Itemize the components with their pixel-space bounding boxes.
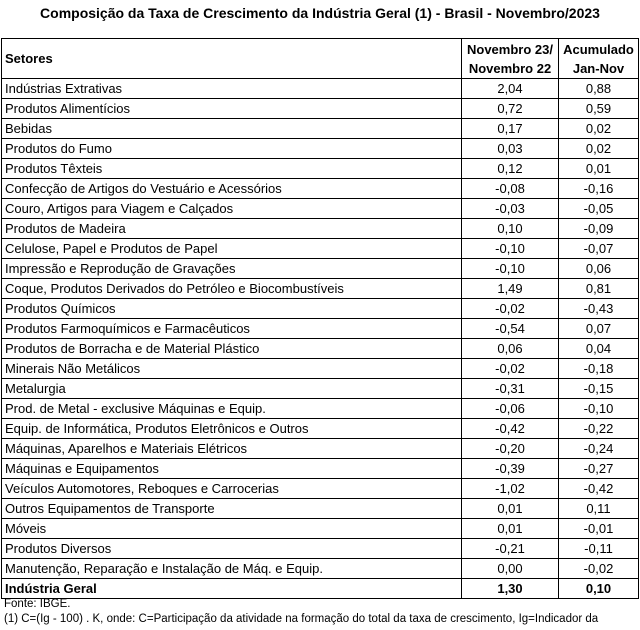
sector-cell: Indústrias Extrativas [2, 79, 462, 99]
nov-value-cell: -0,21 [462, 539, 559, 559]
growth-composition-table [1, 38, 639, 599]
sector-cell: Móveis [2, 519, 462, 539]
table-row [2, 199, 639, 219]
nov-value-cell: 2,04 [462, 79, 559, 99]
header-nov-line1: Novembro 23/ [467, 41, 553, 57]
table-row [2, 119, 639, 139]
acc-value-cell: -0,02 [559, 559, 639, 579]
acc-value-cell: -0,22 [559, 419, 639, 439]
sector-cell: Couro, Artigos para Viagem e Calçados [2, 199, 462, 219]
total-sector: Indústria Geral [2, 579, 462, 599]
table-row [2, 539, 639, 559]
table-row [2, 559, 639, 579]
table-row [2, 239, 639, 259]
nov-value-cell: 0,72 [462, 99, 559, 119]
table-row [2, 139, 639, 159]
sector-cell: Metalurgia [2, 379, 462, 399]
table-row [2, 499, 639, 519]
sector-cell: Minerais Não Metálicos [2, 359, 462, 379]
acc-value-cell: -0,09 [559, 219, 639, 239]
acc-value-cell: -0,18 [559, 359, 639, 379]
nov-value-cell: 0,10 [462, 219, 559, 239]
table-row [2, 479, 639, 499]
table-row [2, 419, 639, 439]
sector-cell: Veículos Automotores, Reboques e Carrocerias [2, 479, 462, 499]
nov-value-cell: 0,12 [462, 159, 559, 179]
table-row [2, 99, 639, 119]
acc-value-cell: 0,11 [559, 499, 639, 519]
acc-value-cell: -0,42 [559, 479, 639, 499]
acc-value-cell: 0,88 [559, 79, 639, 99]
sector-cell: Produtos Diversos [2, 539, 462, 559]
nov-value-cell: -0,10 [462, 259, 559, 279]
nov-value-cell: 0,03 [462, 139, 559, 159]
sector-cell: Produtos Alimentícios [2, 99, 462, 119]
nov-value-cell: -0,31 [462, 379, 559, 399]
table-row [2, 299, 639, 319]
acc-value-cell: -0,07 [559, 239, 639, 259]
table-row [2, 219, 639, 239]
table-row [2, 179, 639, 199]
table-row [2, 279, 639, 299]
nov-value-cell: 0,01 [462, 499, 559, 519]
table-row [2, 459, 639, 479]
table-row [2, 399, 639, 419]
sector-cell: Produtos Farmoquímicos e Farmacêuticos [2, 319, 462, 339]
nov-value-cell: 0,01 [462, 519, 559, 539]
sector-cell: Máquinas e Equipamentos [2, 459, 462, 479]
header-acc-line1: Acumulado [563, 41, 634, 57]
sector-cell: Equip. de Informática, Produtos Eletrônicos e Outros [2, 419, 462, 439]
formula-footnote: (1) C=(Ig - 100) . K, onde: C=Participação da atividade na formação do total da taxa de crescimento, Ig=Indicador da [4, 613, 599, 625]
acc-value-cell: -0,43 [559, 299, 639, 319]
header-accumulated [559, 39, 639, 79]
acc-value-cell: -0,05 [559, 199, 639, 219]
sector-cell: Coque, Produtos Derivados do Petróleo e Biocombustíveis [2, 279, 462, 299]
acc-value-cell: -0,27 [559, 459, 639, 479]
table-header-row [2, 39, 639, 79]
sector-cell: Produtos Têxteis [2, 159, 462, 179]
nov-value-cell: -1,02 [462, 479, 559, 499]
table-row [2, 259, 639, 279]
nov-value-cell: -0,39 [462, 459, 559, 479]
table-row [2, 359, 639, 379]
nov-value-cell: -0,08 [462, 179, 559, 199]
sector-cell: Outros Equipamentos de Transporte [2, 499, 462, 519]
table-row [2, 519, 639, 539]
acc-value-cell: -0,24 [559, 439, 639, 459]
acc-value-cell: 0,06 [559, 259, 639, 279]
acc-value-cell: 0,02 [559, 139, 639, 159]
table-row [2, 439, 639, 459]
acc-value-cell: -0,10 [559, 399, 639, 419]
header-nov-line2: Novembro 22 [468, 60, 552, 76]
nov-value-cell: -0,02 [462, 359, 559, 379]
nov-value-cell: -0,42 [462, 419, 559, 439]
sector-cell: Confecção de Artigos do Vestuário e Acessórios [2, 179, 462, 199]
sector-cell: Produtos de Borracha e de Material Plástico [2, 339, 462, 359]
nov-value-cell: -0,54 [462, 319, 559, 339]
acc-value-cell: -0,01 [559, 519, 639, 539]
sector-cell: Bebidas [2, 119, 462, 139]
nov-value-cell: -0,20 [462, 439, 559, 459]
acc-value-cell: 0,01 [559, 159, 639, 179]
nov-value-cell: -0,02 [462, 299, 559, 319]
nov-value-cell: 0,00 [462, 559, 559, 579]
sector-cell: Manutenção, Reparação e Instalação de Máq. e Equip. [2, 559, 462, 579]
table-row [2, 379, 639, 399]
table-row [2, 339, 639, 359]
total-nov-value: 1,30 [462, 579, 559, 599]
total-row [2, 579, 639, 599]
sector-cell: Celulose, Papel e Produtos de Papel [2, 239, 462, 259]
sector-cell: Produtos do Fumo [2, 139, 462, 159]
acc-value-cell: 0,59 [559, 99, 639, 119]
acc-value-cell: 0,04 [559, 339, 639, 359]
header-acc-line2: Jan-Nov [572, 60, 625, 76]
acc-value-cell: 0,81 [559, 279, 639, 299]
sector-cell: Produtos Químicos [2, 299, 462, 319]
acc-value-cell: -0,11 [559, 539, 639, 559]
acc-value-cell: -0,15 [559, 379, 639, 399]
table-row [2, 319, 639, 339]
sector-cell: Máquinas, Aparelhos e Materiais Elétricos [2, 439, 462, 459]
nov-value-cell: -0,06 [462, 399, 559, 419]
nov-value-cell: 0,06 [462, 339, 559, 359]
nov-value-cell: 1,49 [462, 279, 559, 299]
sector-cell: Produtos de Madeira [2, 219, 462, 239]
sector-cell: Prod. de Metal - exclusive Máquinas e Equip. [2, 399, 462, 419]
source-note: Fonte: IBGE. [4, 598, 71, 610]
acc-value-cell: 0,02 [559, 119, 639, 139]
table-row [2, 159, 639, 179]
acc-value-cell: -0,16 [559, 179, 639, 199]
nov-value-cell: -0,10 [462, 239, 559, 259]
header-nov23-nov22 [462, 39, 559, 79]
acc-value-cell: 0,07 [559, 319, 639, 339]
table-row [2, 79, 639, 99]
nov-value-cell: -0,03 [462, 199, 559, 219]
table-title: Composição da Taxa de Crescimento da Indústria Geral (1) - Brasil - Novembro/2023 [40, 5, 600, 21]
header-sectors: Setores [2, 39, 462, 79]
sector-cell: Impressão e Reprodução de Gravações [2, 259, 462, 279]
total-acc-value: 0,10 [559, 579, 639, 599]
nov-value-cell: 0,17 [462, 119, 559, 139]
